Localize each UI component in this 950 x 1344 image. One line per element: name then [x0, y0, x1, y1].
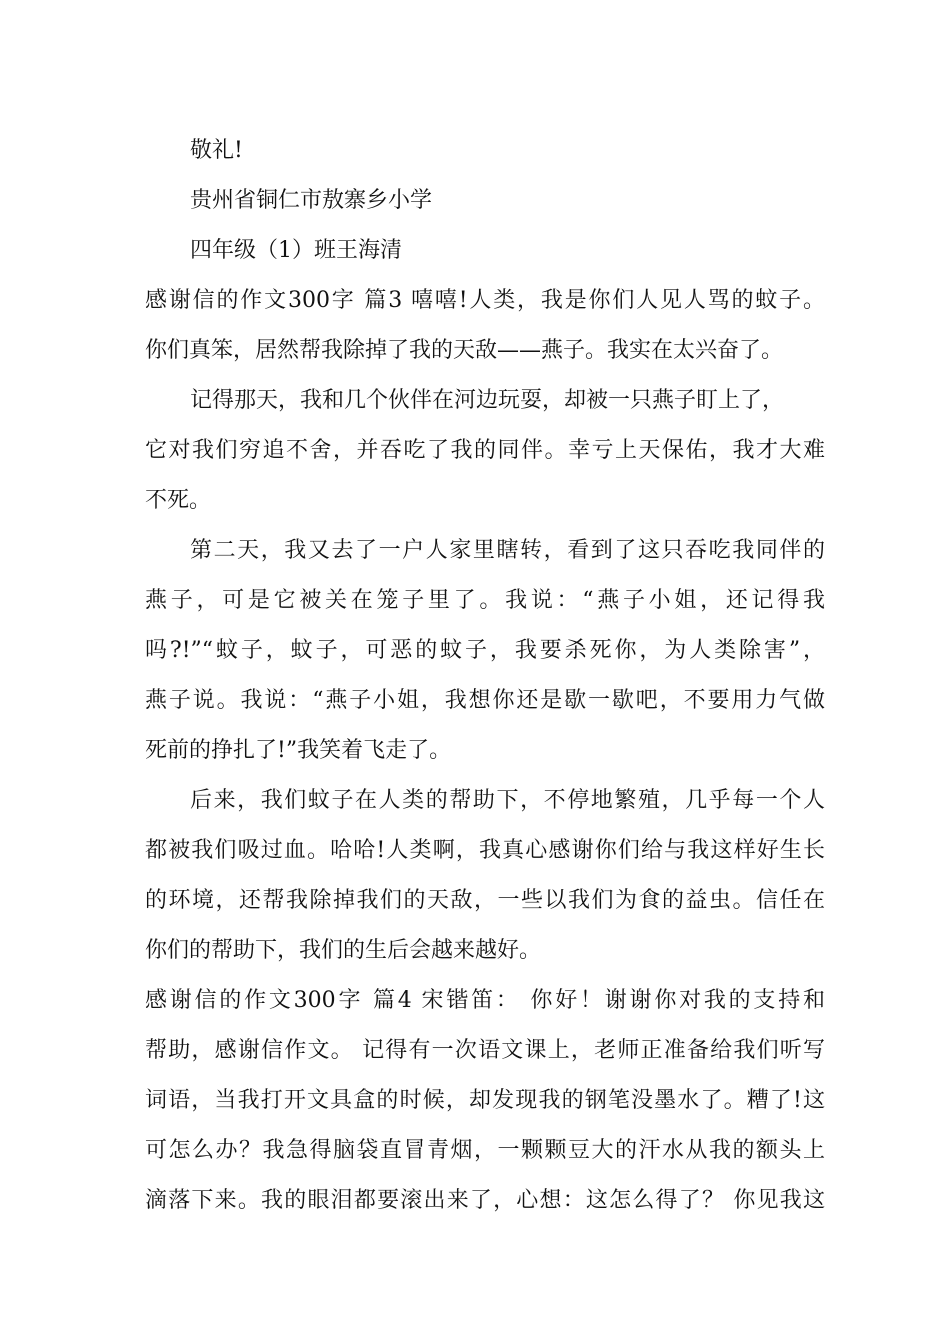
text-line: 燕子，可是它被关在笼子里了。我说：“燕子小姐，还记得我	[145, 588, 825, 613]
text-line: 后来，我们蚊子在人类的帮助下，不停地繁殖，几乎每一个人	[190, 788, 825, 813]
text-line: 贵州省铜仁市敖寨乡小学	[190, 188, 433, 213]
text-line: 词语，当我打开文具盒的时候，却发现我的钢笔没墨水了。糟了!这	[145, 1088, 825, 1113]
text-line: 四年级（1）班王海清	[190, 238, 402, 263]
text-line: 燕子说。我说：“燕子小姐，我想你还是歇一歇吧，不要用力气做	[145, 688, 825, 713]
text-line: 你们真笨，居然帮我除掉了我的天敌——燕子。我实在太兴奋了。	[145, 338, 784, 363]
text-line: 吗?!”“蚊子，蚊子，可恶的蚊子，我要杀死你，为人类除害”，	[145, 638, 825, 663]
text-line: 的环境，还帮我除掉我们的天敌，一些以我们为食的益虫。信任在	[145, 888, 825, 913]
text-line: 不死。	[145, 488, 212, 513]
text-line: 帮助，感谢信作文。 记得有一次语文课上，老师正准备给我们听写	[145, 1038, 825, 1063]
text-line: 你们的帮助下，我们的生后会越来越好。	[145, 938, 542, 963]
text-line: 记得那天，我和几个伙伴在河边玩耍，却被一只燕子盯上了，	[190, 388, 785, 413]
text-line: 感谢信的作文300字 篇4 宋锴笛： 你好！谢谢你对我的支持和	[145, 988, 825, 1013]
text-line: 可怎么办？我急得脑袋直冒青烟，一颗颗豆大的汗水从我的额头上	[145, 1138, 825, 1163]
text-line: 死前的挣扎了!”我笑着飞走了。	[145, 738, 452, 763]
text-line: 它对我们穷追不舍，并吞吃了我的同伴。幸亏上天保佑，我才大难	[145, 438, 825, 463]
text-line: 滴落下来。我的眼泪都要滚出来了，心想：这怎么得了？ 你见我这	[145, 1188, 825, 1213]
text-line: 都被我们吸过血。哈哈!人类啊，我真心感谢你们给与我这样好生长	[145, 838, 825, 863]
text-line: 第二天，我又去了一户人家里瞎转，看到了这只吞吃我同伴的	[190, 538, 825, 563]
text-line: 敬礼!	[190, 138, 243, 163]
text-line: 感谢信的作文300字 篇3 嘻嘻!人类，我是你们人见人骂的蚊子。	[145, 288, 825, 313]
